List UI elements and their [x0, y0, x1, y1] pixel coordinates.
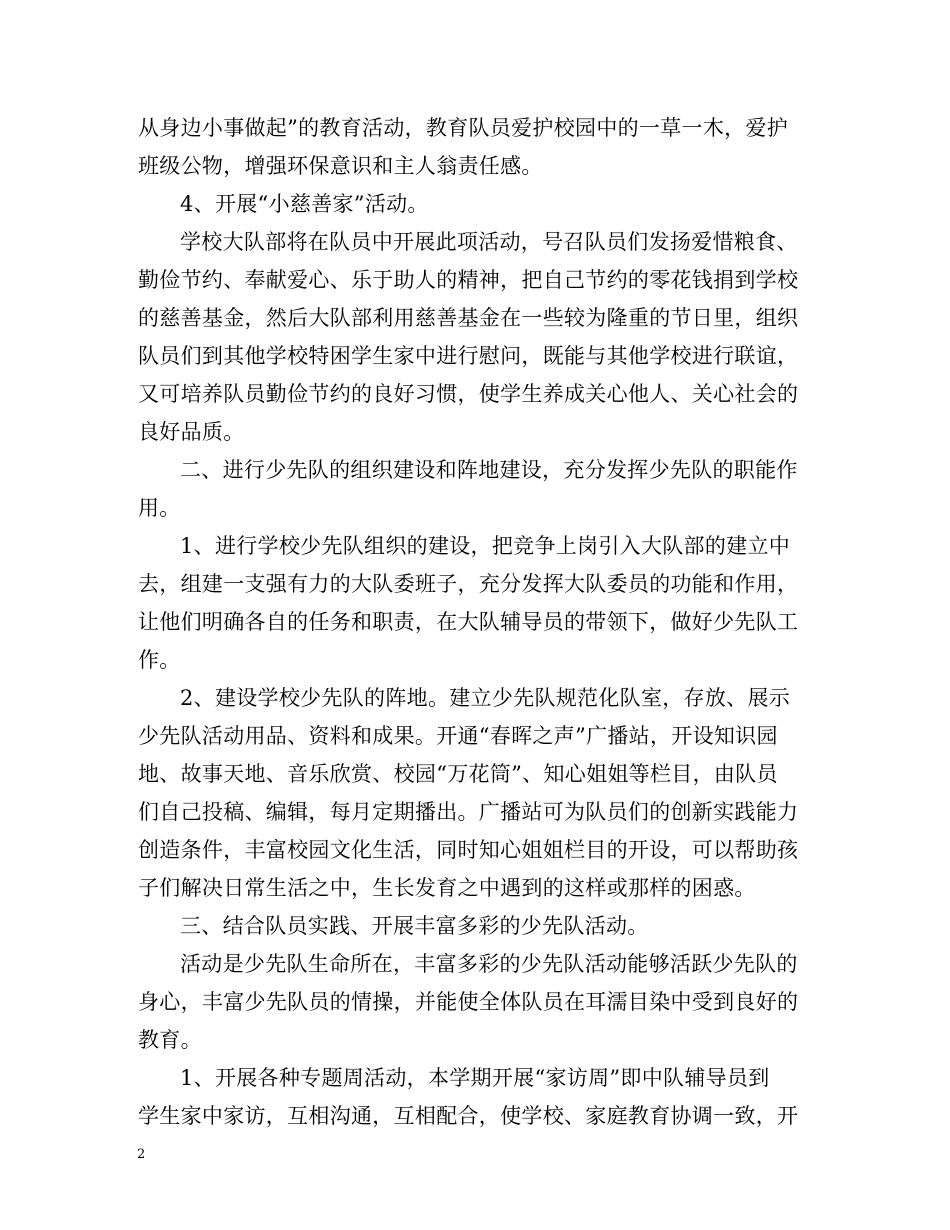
text-line: 1、开展各种专题周活动，本学期开展“家访周”即中队辅导员到	[180, 1066, 770, 1090]
text-line: 学校大队部将在队员中开展此项活动，号召队员们发扬爱惜粮食、	[180, 230, 798, 254]
section-heading: 用。	[138, 496, 181, 520]
text-line: 2、建设学校少先队的阵地。建立少先队规范化队室，存放、展示	[180, 686, 791, 710]
text-line: 地、故事天地、音乐欣赏、校园“万花筒”、知心姐姐等栏目，由队员	[138, 762, 778, 786]
page-number: 2	[137, 1147, 146, 1162]
text-line: 创造条件，丰富校园文化生活，同时知心姐姐栏目的开设，可以帮助孩	[138, 838, 799, 862]
text-line: 活动是少先队生命所在，丰富多彩的少先队活动能够活跃少先队的	[180, 952, 798, 976]
text-line: 的慈善基金，然后大队部利用慈善基金在一些较为隆重的节日里，组织	[138, 306, 799, 330]
text-line: 学生家中家访，互相沟通，互相配合，使学校、家庭教育协调一致，开	[138, 1104, 799, 1128]
text-line: 作。	[138, 648, 181, 672]
text-line: 从身边小事做起”的教育活动，教育队员爱护校园中的一草一木，爱护	[138, 116, 789, 140]
text-line: 良好品质。	[138, 420, 245, 444]
text-line: 子们解决日常生活之中，生长发育之中遇到的这样或那样的困惑。	[138, 876, 756, 900]
text-line: 去，组建一支强有力的大队委班子，充分发挥大队委员的功能和作用，	[138, 572, 799, 596]
text-line: 班级公物，增强环保意识和主人翁责任感。	[138, 154, 543, 178]
text-line: 们自己投稿、编辑，每月定期播出。广播站可为队员们的创新实践能力	[138, 800, 799, 824]
text-line: 又可培养队员勤俭节约的良好习惯，使学生养成关心他人、关心社会的	[138, 382, 799, 406]
section-heading: 三、结合队员实践、开展丰富多彩的少先队活动。	[180, 914, 649, 938]
text-line: 教育。	[138, 1028, 202, 1052]
text-line: 队员们到其他学校特困学生家中进行慰问，既能与其他学校进行联谊，	[138, 344, 799, 368]
text-line: 让他们明确各自的任务和职责，在大队辅导员的带领下，做好少先队工	[138, 610, 799, 634]
section-heading: 二、进行少先队的组织建设和阵地建设，充分发挥少先队的职能作	[180, 458, 798, 482]
text-line: 少先队活动用品、资料和成果。开通“春晖之声”广播站，开设知识园	[138, 724, 778, 748]
text-line: 勤俭节约、奉献爱心、乐于助人的精神，把自己节约的零花钱捐到学校	[138, 268, 799, 292]
text-line: 1、进行学校少先队组织的建设，把竞争上岗引入大队部的建立中	[180, 534, 791, 558]
text-line: 身心，丰富少先队员的情操，并能使全体队员在耳濡目染中受到良好的	[138, 990, 799, 1014]
text-line: 4、开展“小慈善家”活动。	[180, 192, 429, 216]
